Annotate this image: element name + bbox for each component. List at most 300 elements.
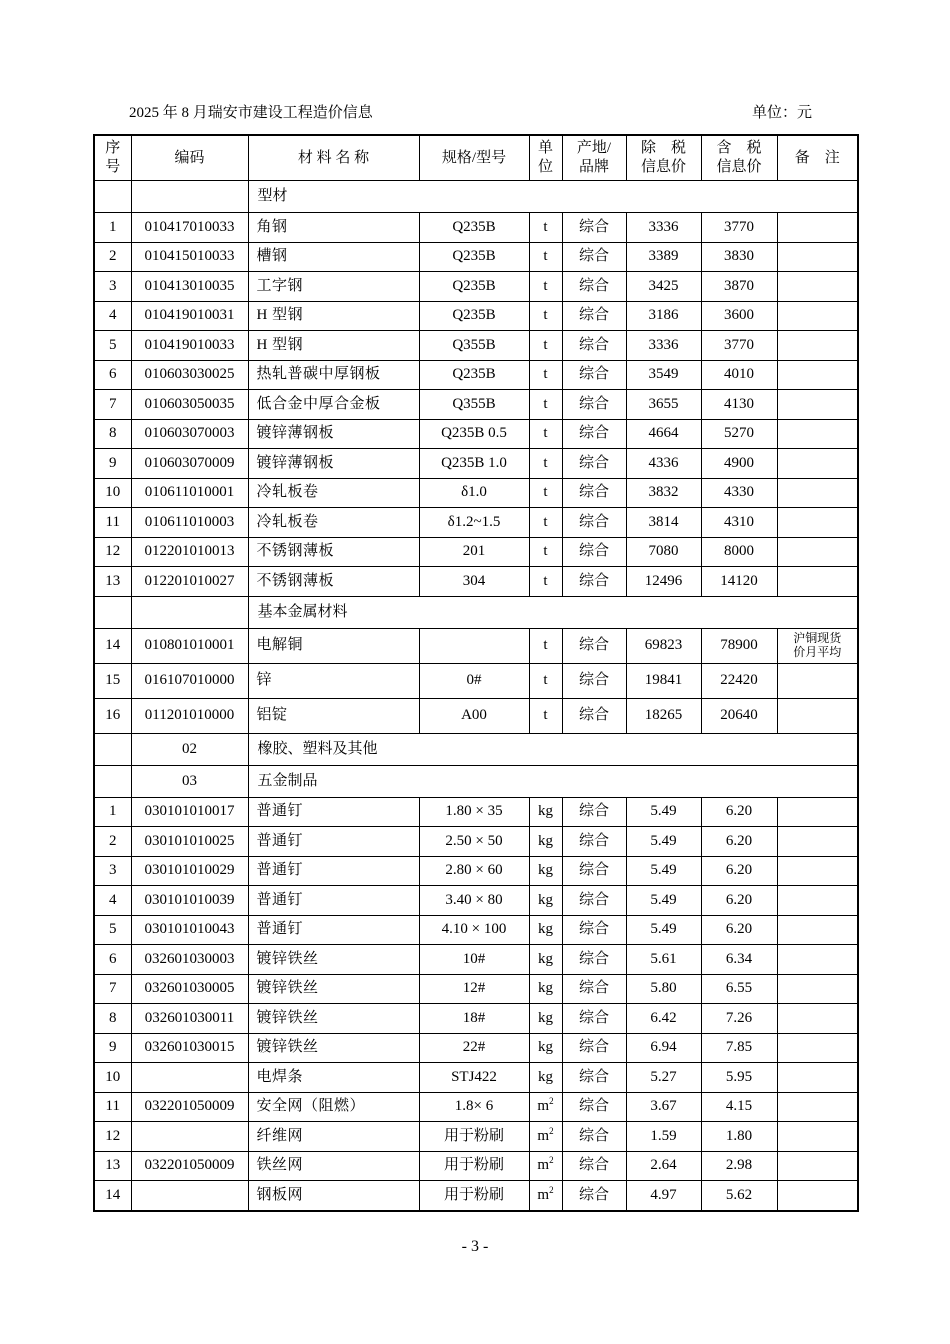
cell-no: 7 [94, 974, 131, 1004]
cell-price-ex-tax: 12496 [626, 567, 701, 597]
cell-note [777, 974, 858, 1004]
cell-price-ex-tax: 6.94 [626, 1033, 701, 1063]
cell-note [777, 390, 858, 420]
cell-no: 16 [94, 698, 131, 733]
cell-code: 030101010039 [131, 886, 248, 916]
cell-name: 镀锌薄钢板 [248, 419, 419, 449]
cell-spec: 0# [419, 663, 529, 698]
cell-price-inc-tax: 6.20 [701, 856, 777, 886]
cell-code: 012201010013 [131, 537, 248, 567]
cell-no: 13 [94, 1151, 131, 1181]
cell-name: 不锈钢薄板 [248, 537, 419, 567]
cell-code: 012201010027 [131, 567, 248, 597]
cell-unit: kg [529, 1063, 562, 1093]
section-row [94, 181, 858, 213]
cell-price-inc-tax: 22420 [701, 663, 777, 698]
cell-price-inc-tax: 3600 [701, 301, 777, 331]
cell-name: 铝锭 [248, 698, 419, 733]
cell-origin: 综合 [562, 419, 626, 449]
table-row [94, 213, 858, 243]
cell-note [777, 360, 858, 390]
cell-unit: kg [529, 915, 562, 945]
cell-unit: $m^2$ [529, 1122, 562, 1152]
cell-spec: 2.50 × 50 [419, 827, 529, 857]
cell-origin: 综合 [562, 537, 626, 567]
cell-price-ex-tax: 3425 [626, 272, 701, 302]
section-no [94, 733, 131, 765]
table-row [94, 537, 858, 567]
cell-note [777, 628, 858, 663]
cell-price-inc-tax: 3770 [701, 213, 777, 243]
cell-note [777, 698, 858, 733]
cell-origin: 综合 [562, 1063, 626, 1093]
col-header-price-ex-tax: 除 税 信息价 [626, 135, 701, 181]
cell-origin: 综合 [562, 1181, 626, 1211]
cell-name: H 型钢 [248, 301, 419, 331]
section-label: 基本金属材料 [248, 596, 858, 628]
cell-note [777, 272, 858, 302]
cell-no: 14 [94, 1181, 131, 1211]
cell-code: 032601030011 [131, 1004, 248, 1034]
cell-spec: 2.80 × 60 [419, 856, 529, 886]
cell-no: 3 [94, 272, 131, 302]
cell-name: 普通钉 [248, 827, 419, 857]
cell-code: 010603070009 [131, 449, 248, 479]
cell-price-inc-tax: 6.34 [701, 945, 777, 975]
cell-price-inc-tax: 7.85 [701, 1033, 777, 1063]
cell-code: 010417010033 [131, 213, 248, 243]
cell-spec: 18# [419, 1004, 529, 1034]
cell-spec: 10# [419, 945, 529, 975]
cell-price-ex-tax: 5.49 [626, 915, 701, 945]
cell-price-ex-tax: 3.67 [626, 1092, 701, 1122]
cell-price-ex-tax: 6.42 [626, 1004, 701, 1034]
cell-name: 不锈钢薄板 [248, 567, 419, 597]
cell-name: 镀锌薄钢板 [248, 449, 419, 479]
col-header-note: 备 注 [777, 135, 858, 181]
cell-no: 8 [94, 419, 131, 449]
cell-no: 2 [94, 242, 131, 272]
cell-name: 冷轧板卷 [248, 508, 419, 538]
cell-note [777, 856, 858, 886]
section-code [131, 181, 248, 213]
cell-price-inc-tax: 6.55 [701, 974, 777, 1004]
cell-price-ex-tax: 5.80 [626, 974, 701, 1004]
cell-spec: 用于粉刷 [419, 1151, 529, 1181]
section-code: 03 [131, 765, 248, 797]
cell-price-ex-tax: 3186 [626, 301, 701, 331]
cell-price-ex-tax: 3336 [626, 213, 701, 243]
price-table [93, 134, 859, 1212]
cell-unit: t [529, 628, 562, 663]
cell-origin: 综合 [562, 301, 626, 331]
table-row [94, 449, 858, 479]
cell-unit: kg [529, 1033, 562, 1063]
col-header-name: 材 料 名 称 [248, 135, 419, 181]
cell-origin: 综合 [562, 390, 626, 420]
cell-name: 普通钉 [248, 856, 419, 886]
cell-price-ex-tax: 3814 [626, 508, 701, 538]
cell-spec: Q235B 1.0 [419, 449, 529, 479]
table-row [94, 1181, 858, 1211]
cell-origin: 综合 [562, 945, 626, 975]
cell-no: 9 [94, 1033, 131, 1063]
cell-origin: 综合 [562, 915, 626, 945]
table-row [94, 698, 858, 733]
table-row [94, 628, 858, 663]
cell-unit: t [529, 419, 562, 449]
table-row [94, 856, 858, 886]
cell-note [777, 915, 858, 945]
cell-spec: STJ422 [419, 1063, 529, 1093]
cell-name: 角钢 [248, 213, 419, 243]
cell-price-inc-tax: 4130 [701, 390, 777, 420]
cell-spec: A00 [419, 698, 529, 733]
cell-unit: $m^2$ [529, 1151, 562, 1181]
cell-no: 12 [94, 1122, 131, 1152]
cell-price-ex-tax: 5.27 [626, 1063, 701, 1093]
cell-price-inc-tax: 7.26 [701, 1004, 777, 1034]
cell-note [777, 331, 858, 361]
cell-note [777, 1033, 858, 1063]
cell-price-inc-tax: 1.80 [701, 1122, 777, 1152]
table-row [94, 1092, 858, 1122]
cell-note [777, 537, 858, 567]
cell-price-inc-tax: 5.95 [701, 1063, 777, 1093]
col-header-origin: 产地/ 品牌 [562, 135, 626, 181]
cell-spec: Q355B [419, 390, 529, 420]
cell-price-ex-tax: 3549 [626, 360, 701, 390]
cell-note [777, 945, 858, 975]
cell-unit: t [529, 331, 562, 361]
cell-code: 032601030005 [131, 974, 248, 1004]
table-row [94, 478, 858, 508]
cell-origin: 综合 [562, 478, 626, 508]
section-label: 型材 [248, 181, 858, 213]
table-row [94, 1004, 858, 1034]
cell-origin: 综合 [562, 628, 626, 663]
cell-price-ex-tax: 3336 [626, 331, 701, 361]
cell-price-inc-tax: 4.15 [701, 1092, 777, 1122]
cell-no: 9 [94, 449, 131, 479]
cell-price-ex-tax: 2.64 [626, 1151, 701, 1181]
cell-no: 2 [94, 827, 131, 857]
cell-no: 3 [94, 856, 131, 886]
cell-price-ex-tax: 4.97 [626, 1181, 701, 1211]
cell-name: 工字钢 [248, 272, 419, 302]
section-row [94, 596, 858, 628]
cell-no: 7 [94, 390, 131, 420]
cell-spec: 304 [419, 567, 529, 597]
cell-price-ex-tax: 4664 [626, 419, 701, 449]
cell-spec: 用于粉刷 [419, 1181, 529, 1211]
cell-code: 010419010033 [131, 331, 248, 361]
cell-spec: Q235B [419, 360, 529, 390]
cell-price-inc-tax: 4900 [701, 449, 777, 479]
cell-no: 15 [94, 663, 131, 698]
cell-no: 12 [94, 537, 131, 567]
cell-name: 镀锌铁丝 [248, 945, 419, 975]
cell-spec: 12# [419, 974, 529, 1004]
cell-name: 冷轧板卷 [248, 478, 419, 508]
cell-price-ex-tax: 5.49 [626, 856, 701, 886]
cell-spec: Q235B [419, 213, 529, 243]
cell-origin: 综合 [562, 1033, 626, 1063]
cell-origin: 综合 [562, 272, 626, 302]
cell-spec: δ1.0 [419, 478, 529, 508]
section-code [131, 596, 248, 628]
cell-code: 032601030015 [131, 1033, 248, 1063]
cell-origin: 综合 [562, 1092, 626, 1122]
cell-unit: t [529, 213, 562, 243]
cell-spec: 22# [419, 1033, 529, 1063]
cell-unit: kg [529, 945, 562, 975]
cell-code: 010603050035 [131, 390, 248, 420]
cell-name: 安全网（阻燃） [248, 1092, 419, 1122]
cell-price-ex-tax: 3389 [626, 242, 701, 272]
cell-note [777, 1122, 858, 1152]
section-row [94, 765, 858, 797]
cell-name: 普通钉 [248, 886, 419, 916]
cell-price-inc-tax: 3770 [701, 331, 777, 361]
cell-origin: 综合 [562, 1122, 626, 1152]
cell-price-ex-tax: 5.49 [626, 886, 701, 916]
cell-no: 4 [94, 886, 131, 916]
cell-note [777, 242, 858, 272]
cell-note [777, 797, 858, 827]
cell-unit: t [529, 242, 562, 272]
cell-origin: 综合 [562, 827, 626, 857]
cell-price-ex-tax: 18265 [626, 698, 701, 733]
table-row [94, 419, 858, 449]
cell-no: 13 [94, 567, 131, 597]
cell-note [777, 1063, 858, 1093]
cell-price-inc-tax: 5270 [701, 419, 777, 449]
cell-price-inc-tax: 6.20 [701, 827, 777, 857]
cell-unit: kg [529, 827, 562, 857]
cell-no: 11 [94, 1092, 131, 1122]
cell-no: 14 [94, 628, 131, 663]
cell-name: 电焊条 [248, 1063, 419, 1093]
cell-origin: 综合 [562, 213, 626, 243]
cell-name: H 型钢 [248, 331, 419, 361]
cell-price-inc-tax: 6.20 [701, 797, 777, 827]
cell-unit: t [529, 508, 562, 538]
table-row [94, 974, 858, 1004]
col-header-no: 序 号 [94, 135, 131, 181]
cell-note [777, 449, 858, 479]
cell-name: 铁丝网 [248, 1151, 419, 1181]
section-no [94, 765, 131, 797]
cell-no: 5 [94, 915, 131, 945]
cell-price-inc-tax: 78900 [701, 628, 777, 663]
table-row [94, 797, 858, 827]
cell-note [777, 1151, 858, 1181]
cell-unit: t [529, 360, 562, 390]
cell-code: 010611010003 [131, 508, 248, 538]
section-code: 02 [131, 733, 248, 765]
cell-no: 6 [94, 360, 131, 390]
cell-unit: t [529, 301, 562, 331]
cell-origin: 综合 [562, 856, 626, 886]
cell-spec: Q235B [419, 301, 529, 331]
col-header-unit: 单 位 [529, 135, 562, 181]
col-header-price-inc-tax: 含 税 信息价 [701, 135, 777, 181]
cell-origin: 综合 [562, 449, 626, 479]
cell-price-ex-tax: 3832 [626, 478, 701, 508]
cell-note [777, 478, 858, 508]
cell-code: 032201050009 [131, 1151, 248, 1181]
cell-code: 016107010000 [131, 663, 248, 698]
cell-price-inc-tax: 3830 [701, 242, 777, 272]
cell-origin: 综合 [562, 508, 626, 538]
cell-name: 镀锌铁丝 [248, 974, 419, 1004]
cell-origin: 综合 [562, 242, 626, 272]
cell-unit: kg [529, 797, 562, 827]
col-header-code: 编码 [131, 135, 248, 181]
cell-spec: 1.80 × 35 [419, 797, 529, 827]
section-label: 橡胶、塑料及其他 [248, 733, 858, 765]
table-row [94, 390, 858, 420]
cell-code: 030101010025 [131, 827, 248, 857]
cell-origin: 综合 [562, 663, 626, 698]
cell-code: 010801010001 [131, 628, 248, 663]
col-header-spec: 规格/型号 [419, 135, 529, 181]
cell-origin: 综合 [562, 1151, 626, 1181]
cell-note [777, 567, 858, 597]
section-no [94, 596, 131, 628]
cell-note [777, 1181, 858, 1211]
cell-name: 钢板网 [248, 1181, 419, 1211]
cell-name: 普通钉 [248, 915, 419, 945]
cell-no: 1 [94, 213, 131, 243]
cell-no: 8 [94, 1004, 131, 1034]
cell-price-ex-tax: 69823 [626, 628, 701, 663]
cell-name: 电解铜 [248, 628, 419, 663]
cell-origin: 综合 [562, 360, 626, 390]
cell-note [777, 301, 858, 331]
table-row [94, 272, 858, 302]
table-row [94, 827, 858, 857]
cell-unit: kg [529, 1004, 562, 1034]
cell-code: 030101010043 [131, 915, 248, 945]
cell-unit: $m^2$ [529, 1181, 562, 1211]
cell-code [131, 1063, 248, 1093]
cell-price-inc-tax: 14120 [701, 567, 777, 597]
cell-origin: 综合 [562, 331, 626, 361]
cell-code [131, 1122, 248, 1152]
cell-unit: t [529, 478, 562, 508]
table-row [94, 1033, 858, 1063]
cell-spec: 用于粉刷 [419, 1122, 529, 1152]
cell-unit: t [529, 390, 562, 420]
cell-code: 032601030003 [131, 945, 248, 975]
table-header-row [94, 135, 858, 181]
cell-price-inc-tax: 6.20 [701, 915, 777, 945]
cell-price-ex-tax: 5.49 [626, 827, 701, 857]
table-row [94, 945, 858, 975]
table-row [94, 1063, 858, 1093]
cell-note [777, 419, 858, 449]
cell-note [777, 827, 858, 857]
cell-origin: 综合 [562, 567, 626, 597]
cell-unit: t [529, 663, 562, 698]
cell-price-ex-tax: 3655 [626, 390, 701, 420]
cell-spec: Q235B [419, 242, 529, 272]
cell-price-inc-tax: 4330 [701, 478, 777, 508]
cell-code: 010603030025 [131, 360, 248, 390]
cell-no: 1 [94, 797, 131, 827]
cell-code: 011201010000 [131, 698, 248, 733]
cell-code: 030101010017 [131, 797, 248, 827]
cell-price-ex-tax: 7080 [626, 537, 701, 567]
cell-note [777, 1092, 858, 1122]
cell-note [777, 508, 858, 538]
cell-price-inc-tax: 20640 [701, 698, 777, 733]
cell-unit: t [529, 567, 562, 597]
section-no [94, 181, 131, 213]
cell-no: 6 [94, 945, 131, 975]
cell-origin: 综合 [562, 797, 626, 827]
cell-unit: t [529, 698, 562, 733]
table-row [94, 567, 858, 597]
cell-note [777, 1004, 858, 1034]
cell-price-inc-tax: 6.20 [701, 886, 777, 916]
cell-code: 010611010001 [131, 478, 248, 508]
table-row [94, 331, 858, 361]
cell-code: 010419010031 [131, 301, 248, 331]
cell-price-inc-tax: 4310 [701, 508, 777, 538]
table-row [94, 1122, 858, 1152]
cell-spec: δ1.2~1.5 [419, 508, 529, 538]
cell-no: 4 [94, 301, 131, 331]
section-label: 五金制品 [248, 765, 858, 797]
cell-price-ex-tax: 4336 [626, 449, 701, 479]
cell-code: 010413010035 [131, 272, 248, 302]
page-number: - 3 - [461, 1238, 489, 1255]
cell-note [777, 886, 858, 916]
cell-price-ex-tax: 19841 [626, 663, 701, 698]
cell-code: 030101010029 [131, 856, 248, 886]
cell-code: 010415010033 [131, 242, 248, 272]
cell-origin: 综合 [562, 698, 626, 733]
table-row [94, 301, 858, 331]
cell-name: 普通钉 [248, 797, 419, 827]
cell-origin: 综合 [562, 1004, 626, 1034]
cell-unit: kg [529, 974, 562, 1004]
cell-spec: 201 [419, 537, 529, 567]
section-row [94, 733, 858, 765]
document-title: 2025 年 8 月瑞安市建设工程造价信息 [129, 105, 373, 121]
cell-spec: 4.10 × 100 [419, 915, 529, 945]
cell-price-ex-tax: 1.59 [626, 1122, 701, 1152]
cell-code: 032201050009 [131, 1092, 248, 1122]
cell-name: 纤维网 [248, 1122, 419, 1152]
cell-price-ex-tax: 5.61 [626, 945, 701, 975]
table-row [94, 663, 858, 698]
cell-unit: t [529, 449, 562, 479]
cell-spec: Q235B 0.5 [419, 419, 529, 449]
cell-unit: $m^2$ [529, 1092, 562, 1122]
cell-origin: 综合 [562, 886, 626, 916]
cell-unit: t [529, 272, 562, 302]
cell-no: 5 [94, 331, 131, 361]
cell-no: 10 [94, 478, 131, 508]
cell-name: 槽钢 [248, 242, 419, 272]
cell-spec: Q355B [419, 331, 529, 361]
table-row [94, 1151, 858, 1181]
cell-unit: t [529, 537, 562, 567]
